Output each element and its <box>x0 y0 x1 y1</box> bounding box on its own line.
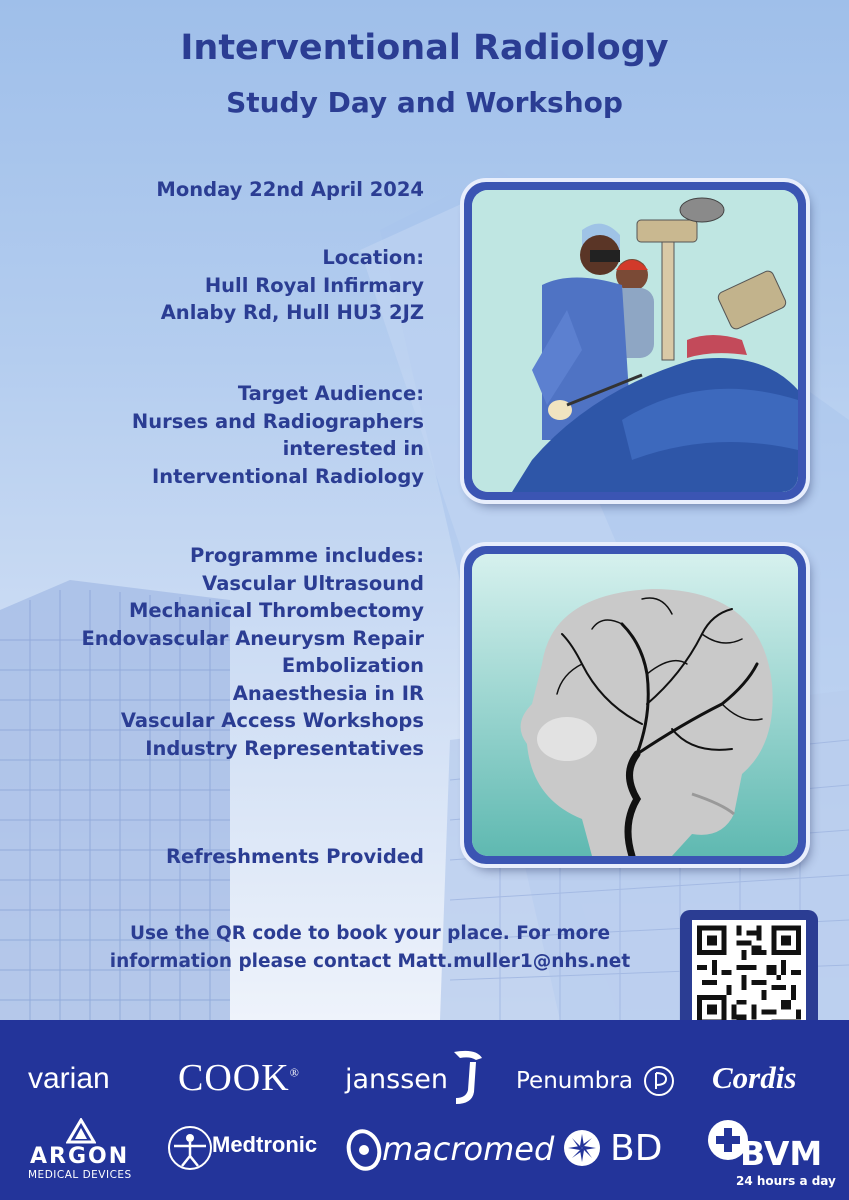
bd-logo <box>610 1128 662 1169</box>
argon-triangle-icon <box>66 1118 96 1144</box>
programme-item: Anaesthesia in IR <box>232 681 424 705</box>
surgeons-illustration <box>472 190 798 492</box>
macromed-logo-text: macromed <box>382 1130 555 1168</box>
medtronic-logo <box>212 1132 317 1158</box>
penumbra-logo <box>516 1068 633 1094</box>
argon-logo <box>30 1144 129 1169</box>
bvm-tagline-text: 24 hours a day <box>736 1174 836 1188</box>
argon-subtitle <box>28 1169 132 1181</box>
location-label: Location: <box>322 246 424 269</box>
bd-starburst-icon <box>562 1128 602 1168</box>
programme-item: Vascular Ultrasound <box>202 571 424 595</box>
location-line: Hull Royal Infirmary <box>204 273 424 297</box>
booking-instructions <box>70 920 670 976</box>
janssen-logo-text: janssen <box>345 1064 449 1095</box>
programme-section <box>81 542 424 762</box>
skull-vessels-illustration <box>472 554 798 856</box>
location-section <box>161 244 424 327</box>
janssen-logo <box>345 1064 448 1095</box>
varian-logo <box>28 1062 110 1096</box>
programme-item: Mechanical Thrombectomy <box>129 599 424 622</box>
poster-subtitle: Study Day and Workshop <box>226 86 623 119</box>
surgery-illustration-panel <box>464 182 806 500</box>
argon-subtitle-text: MEDICAL DEVICES <box>28 1169 132 1181</box>
audience-label: Target Audience: <box>237 382 424 405</box>
janssen-swoosh-icon <box>446 1048 486 1108</box>
date-text: Monday 22nd April 2024 <box>156 178 424 201</box>
poster-title: Interventional Radiology <box>180 28 669 68</box>
penumbra-logo-text: Penumbra <box>516 1068 633 1094</box>
bd-logo-text: BD <box>610 1128 663 1169</box>
programme-item: Embolization <box>281 654 424 677</box>
qr-code-pattern <box>692 920 806 1030</box>
medtronic-figure-icon <box>166 1124 214 1172</box>
cta-line: information please contact Matt.muller1@nhs.net <box>109 951 631 972</box>
refreshments-text: Refreshments Provided <box>165 845 424 868</box>
programme-item: Endovascular Aneurysm Repair <box>81 626 424 650</box>
programme-label: Programme includes: <box>190 544 424 567</box>
bvm-logo-text: BVM <box>740 1134 823 1173</box>
cordis-logo-text: Cordis <box>712 1060 797 1095</box>
registered-mark: ® <box>289 1065 300 1080</box>
refreshments-section <box>166 843 424 871</box>
cook-logo <box>178 1056 300 1100</box>
audience-line: interested in <box>282 437 424 460</box>
programme-item: Vascular Access Workshops <box>120 709 424 732</box>
programme-item: Industry Representatives <box>145 736 424 760</box>
qr-code[interactable] <box>680 910 818 1038</box>
cordis-logo <box>712 1060 796 1096</box>
qr-icon <box>692 920 806 1030</box>
cook-logo-text: COOK <box>178 1057 290 1099</box>
location-line: Anlaby Rd, Hull HU3 2JZ <box>160 301 424 324</box>
penumbra-mark-icon <box>642 1064 676 1098</box>
macromed-logo <box>382 1130 554 1168</box>
bvm-tagline <box>736 1174 836 1188</box>
medtronic-logo-text: Medtronic <box>212 1132 318 1157</box>
sponsor-footer <box>0 1020 849 1200</box>
bvm-logo <box>740 1134 822 1173</box>
audience-line: Nurses and Radiographers <box>131 409 424 433</box>
event-date <box>156 176 424 204</box>
audience-section <box>132 380 424 490</box>
varian-logo-text: varian <box>28 1062 110 1095</box>
macromed-swirl-icon <box>346 1124 384 1172</box>
cta-line: Use the QR code to book your place. For more <box>129 923 611 944</box>
audience-line: Interventional Radiology <box>151 464 424 488</box>
angiogram-illustration-panel <box>464 546 806 864</box>
argon-logo-text: ARGON <box>30 1144 130 1169</box>
